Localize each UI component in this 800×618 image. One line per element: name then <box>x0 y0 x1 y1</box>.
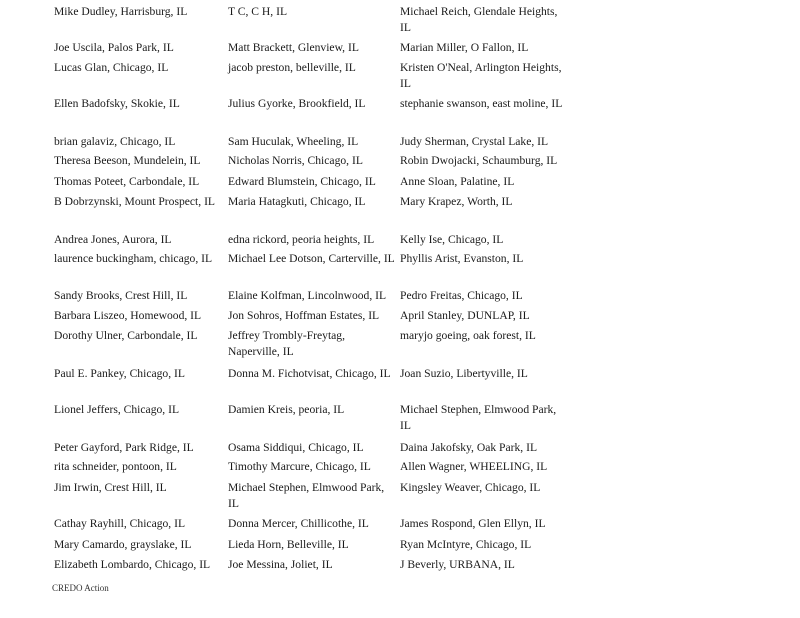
signer-entry: Pedro Freitas, Chicago, IL <box>400 289 523 302</box>
signer-entry: Robin Dwojacki, Schaumburg, IL <box>400 154 558 167</box>
signer-entry: Barbara Liszeo, Homewood, IL <box>54 309 202 322</box>
signer-entry: Ryan McIntyre, Chicago, IL <box>400 538 532 551</box>
signer-entry: Donna Mercer, Chillicothe, IL <box>228 517 369 530</box>
signer-entry: Sandy Brooks, Crest Hill, IL <box>54 289 188 302</box>
signer-entry: Elizabeth Lombardo, Chicago, IL <box>54 558 211 571</box>
signer-entry: Kingsley Weaver, Chicago, IL <box>400 481 541 494</box>
signer-entry: jacob preston, belleville, IL <box>228 61 356 74</box>
signer-entry: Lionel Jeffers, Chicago, IL <box>54 403 180 416</box>
signer-entry: Thomas Poteet, Carbondale, IL <box>54 175 200 188</box>
signer-entry: maryjo goeing, oak forest, IL <box>400 329 536 342</box>
signer-entry: Damien Kreis, peoria, IL <box>228 403 345 416</box>
signer-entry: Joe Messina, Joliet, IL <box>228 558 333 571</box>
signer-entry: Daina Jakofsky, Oak Park, IL <box>400 441 538 454</box>
signer-entry: Allen Wagner, WHEELING, IL <box>400 460 548 473</box>
signer-entry: Anne Sloan, Palatine, IL <box>400 175 515 188</box>
signer-entry: Maria Hatagkuti, Chicago, IL <box>228 195 366 208</box>
signer-entry: Cathay Rayhill, Chicago, IL <box>54 517 186 530</box>
signer-entry: Mary Krapez, Worth, IL <box>400 195 513 208</box>
signer-entry: Michael Lee Dotson, Carterville, IL <box>228 252 395 265</box>
signer-entry: Kelly Ise, Chicago, IL <box>400 233 504 246</box>
signer-entry: brian galaviz, Chicago, IL <box>54 135 176 148</box>
signer-entry: Donna M. Fichotvisat, Chicago, IL <box>228 367 391 380</box>
signer-entry: laurence buckingham, chicago, IL <box>54 252 213 265</box>
signer-entry: Mike Dudley, Harrisburg, IL <box>54 5 188 18</box>
signer-entry: Andrea Jones, Aurora, IL <box>54 233 172 246</box>
signer-entry: Joan Suzio, Libertyville, IL <box>400 367 528 380</box>
signer-entry: Jim Irwin, Crest Hill, IL <box>54 481 167 494</box>
signer-entry: Matt Brackett, Glenview, IL <box>228 41 359 54</box>
signer-entry: rita schneider, pontoon, IL <box>54 460 177 473</box>
signer-entry: Timothy Marcure, Chicago, IL <box>228 460 371 473</box>
signer-entry: Edward Blumstein, Chicago, IL <box>228 175 376 188</box>
footer-credit: CREDO Action <box>52 583 109 593</box>
signer-entry: Michael Stephen, Elmwood Park, IL <box>400 403 557 432</box>
signer-entry: Elaine Kolfman, Lincolnwood, IL <box>228 289 387 302</box>
signer-entry: B Dobrzynski, Mount Prospect, IL <box>54 195 216 208</box>
signer-entry: Jeffrey Trombly-Freytag, Naperville, IL <box>228 329 346 358</box>
signer-entry: Joe Uscila, Palos Park, IL <box>54 41 174 54</box>
signer-entry: Sam Huculak, Wheeling, IL <box>228 135 359 148</box>
signer-entry: Nicholas Norris, Chicago, IL <box>228 154 363 167</box>
signer-entry: Ellen Badofsky, Skokie, IL <box>54 97 180 110</box>
signer-entry: J Beverly, URBANA, IL <box>400 558 515 571</box>
signer-entry: Mary Camardo, grayslake, IL <box>54 538 192 551</box>
signer-entry: Lucas Glan, Chicago, IL <box>54 61 169 74</box>
signer-entry: Phyllis Arist, Evanston, IL <box>400 252 524 265</box>
signer-entry: Julius Gyorke, Brookfield, IL <box>228 97 366 110</box>
signer-entry: Judy Sherman, Crystal Lake, IL <box>400 135 549 148</box>
signer-entry: Marian Miller, O Fallon, IL <box>400 41 529 54</box>
signer-entry: James Rospond, Glen Ellyn, IL <box>400 517 546 530</box>
signer-entry: April Stanley, DUNLAP, IL <box>400 309 530 322</box>
signer-entry: Lieda Horn, Belleville, IL <box>228 538 349 551</box>
signer-entry: Jon Sohros, Hoffman Estates, IL <box>228 309 380 322</box>
signer-entry: Theresa Beeson, Mundelein, IL <box>54 154 201 167</box>
signer-entry: Paul E. Pankey, Chicago, IL <box>54 367 185 380</box>
signer-entry: Michael Stephen, Elmwood Park, IL <box>228 481 385 510</box>
signer-entry: Dorothy Ulner, Carbondale, IL <box>54 329 198 342</box>
signer-entry: stephanie swanson, east moline, IL <box>400 97 563 110</box>
signer-entry: T C, C H, IL <box>228 5 288 18</box>
signer-entry: Kristen O'Neal, Arlington Heights, IL <box>400 61 562 90</box>
signer-entry: Osama Siddiqui, Chicago, IL <box>228 441 364 454</box>
signer-entry: edna rickord, peoria heights, IL <box>228 233 375 246</box>
signer-entry: Peter Gayford, Park Ridge, IL <box>54 441 194 454</box>
signer-entry: Michael Reich, Glendale Heights, IL <box>400 5 558 34</box>
